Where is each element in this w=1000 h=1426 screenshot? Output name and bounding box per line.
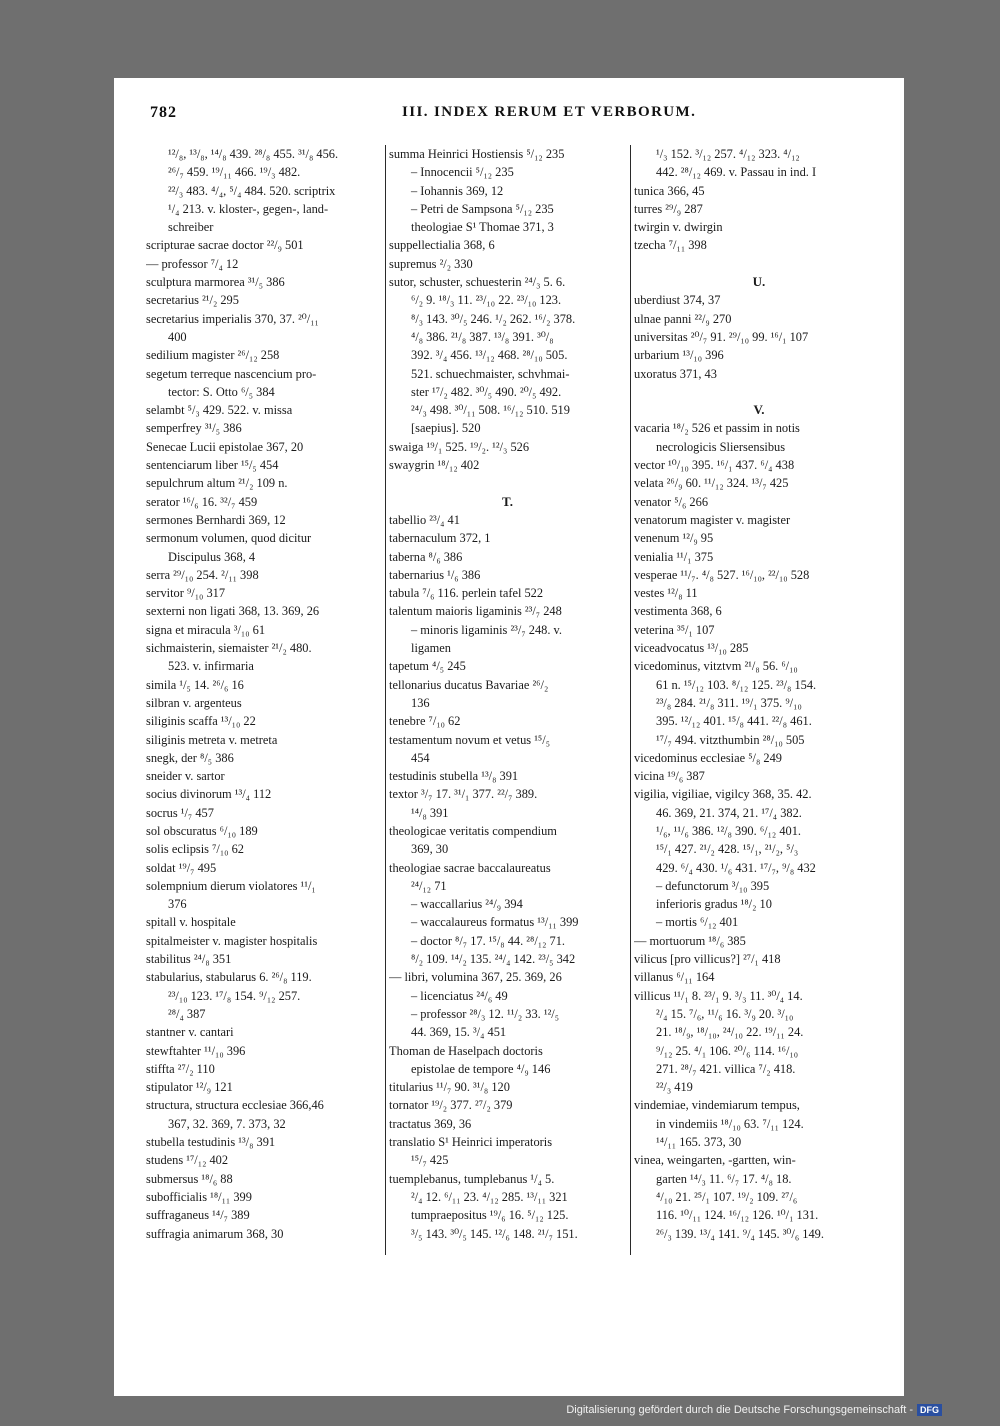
- index-column-2: [389, 145, 626, 1243]
- index-entry-line: signa et miracula ³/₁₀ 61: [146, 622, 266, 637]
- index-entry-line: suffragia animarum 368, 30: [146, 1226, 284, 1241]
- index-entry-line: selambt ⁵/₃ 429. 522. v. missa: [146, 403, 293, 418]
- index-entry-line: ster ¹⁷/₂ 482. ³⁰/₅ 490. ²⁰/₅ 492.: [411, 384, 562, 399]
- index-entry-line: snegk, der ⁸/₅ 386: [146, 750, 234, 765]
- index-entry-line: secretarius ²¹/₂ 295: [146, 293, 239, 308]
- index-entry-line: – mortis ⁶/₁₂ 401: [656, 915, 739, 930]
- index-entry-line: scripturae sacrae doctor ²²/₉ 501: [146, 238, 304, 253]
- index-entry-line: ²²/₃ 483. ⁴/₄, ⁵/₄ 484. 520. scriptrix: [168, 183, 336, 198]
- index-entry-line: ²³/₁₀ 123. ¹⁷/₈ 154. ⁹/₁₂ 257.: [168, 988, 301, 1003]
- index-entry-line: tumpraepositus ¹⁹/₆ 16. ⁵/₁₂ 125.: [411, 1208, 569, 1223]
- index-entry-line: sichmaisterin, siemaister ²¹/₂ 480.: [146, 641, 312, 656]
- index-entry-line: stewftahter ¹¹/₁₀ 396: [146, 1043, 246, 1058]
- index-entry-line: swaygrin ¹⁸/₁₂ 402: [389, 458, 480, 473]
- index-entry-line: sermonum volumen, quod dicitur: [146, 531, 312, 546]
- footer-credit: [566, 1404, 942, 1416]
- index-entry-line: solempnium dierum violatores ¹¹/₁: [146, 878, 316, 893]
- column-rule: [630, 145, 631, 1255]
- index-entry-line: schreiber: [168, 220, 214, 235]
- index-entry-line: ²⁶/₇ 459. ¹⁹/₁₁ 466. ¹⁹/₃ 482.: [168, 165, 301, 180]
- column-rule: [385, 145, 386, 1255]
- index-entry-line: secretarius imperialis 370, 37. ²⁰/₁₁: [146, 311, 319, 326]
- index-entry-line: 136: [411, 695, 430, 710]
- index-entry-line: spitalmeister v. magister hospitalis: [146, 933, 318, 948]
- index-entry-line: — mortuorum ¹⁸/₆ 385: [634, 933, 746, 948]
- index-entry-line: tabernarius ¹/₆ 386: [389, 567, 481, 582]
- index-entry-line: tapetum ⁴/₅ 245: [389, 659, 466, 674]
- spacer: [634, 383, 884, 401]
- index-entry-line: ²⁴/₁₂ 71: [411, 878, 447, 893]
- index-entry-line: studens ¹⁷/₁₂ 402: [146, 1153, 229, 1168]
- index-entry-line: 454: [411, 750, 430, 765]
- index-entry-line: sculptura marmorea ³¹/₅ 386: [146, 275, 285, 290]
- index-entry-line: viceadvocatus ¹³/₁₀ 285: [634, 641, 749, 656]
- index-entry-line: talentum maioris ligaminis ²³/₇ 248: [389, 604, 562, 619]
- index-entry-line: sutor, schuster, schuesterin ²⁴/₃ 5. 6.: [389, 275, 566, 290]
- index-entry-line: taberna ⁸/₆ 386: [389, 549, 463, 564]
- index-entry-line: vigilia, vigiliae, vigilcy 368, 35. 42.: [634, 787, 812, 802]
- index-entry-line: 271. ²⁸/₇ 421. villica ⁷/₂ 418.: [656, 1061, 796, 1076]
- running-head: III. INDEX RERUM ET VERBORUM.: [402, 104, 697, 120]
- index-entry-line: 61 n. ¹⁵/₁₂ 103. ⁸/₁₂ 125. ²³/₈ 154.: [656, 677, 817, 692]
- index-entry-line: tunica 366, 45: [634, 183, 705, 198]
- index-entry-line: vicina ¹⁹/₆ 387: [634, 769, 705, 784]
- index-entry-line: titularius ¹¹/₇ 90. ³¹/₈ 120: [389, 1080, 510, 1095]
- index-entry-line: 523. v. infirmaria: [168, 659, 254, 674]
- index-entry-line: siliginis scaffa ¹³/₁₀ 22: [146, 714, 256, 729]
- index-entry-line: stantner v. cantari: [146, 1025, 234, 1040]
- index-entry-line: Thoman de Haselpach doctoris: [389, 1043, 543, 1058]
- index-entry-line: Discipulus 368, 4: [168, 549, 256, 564]
- index-entry-line: sexterni non ligati 368, 13. 369, 26: [146, 604, 320, 619]
- index-entry-line: venialia ¹¹/₁ 375: [634, 549, 714, 564]
- index-entry-line: urbarium ¹³/₁₀ 396: [634, 348, 724, 363]
- index-entry-line: tabula ⁷/₆ 116. perlein tafel 522: [389, 586, 544, 601]
- index-entry-line: ⁶/₂ 9. ¹⁸/₃ 11. ²³/₁₀ 22. ²³/₁₀ 123.: [411, 293, 562, 308]
- index-entry-line: ¹⁵/₁ 427. ²¹/₂ 428. ¹⁵/₁, ²¹/₂, ⁵/₃: [656, 842, 799, 857]
- index-entry-line: stiffta ²⁷/₂ 110: [146, 1061, 215, 1076]
- index-entry-line: vacaria ¹⁸/₂ 526 et passim in notis: [634, 421, 800, 436]
- index-entry-line: venator ⁵/₆ 266: [634, 494, 709, 509]
- index-entry-line: serra ²⁹/₁₀ 254. ²/₁₁ 398: [146, 567, 259, 582]
- index-entry-line: 21. ¹⁸/₉, ¹⁸/₁₀, ²⁴/₁₀ 22. ¹⁹/₁₁ 24.: [656, 1025, 804, 1040]
- index-entry-line: 429. ⁶/₄ 430. ¹/₆ 431. ¹⁷/₇, ⁹/₈ 432: [656, 860, 816, 875]
- index-entry-line: 521. schuechmaister, schvhmai-: [411, 366, 570, 381]
- index-entry-line: ²⁶/₃ 139. ¹³/₄ 141. ⁹/₄ 145. ³⁰/₆ 149.: [656, 1226, 824, 1241]
- index-entry-line: submersus ¹⁸/₆ 88: [146, 1171, 233, 1186]
- index-entry-line: tenebre ⁷/₁₀ 62: [389, 714, 461, 729]
- index-entry-line: vestimenta 368, 6: [634, 604, 722, 619]
- index-entry-line: – Iohannis 369, 12: [411, 183, 504, 198]
- index-entry-line: textor ³/₇ 17. ³¹/₁ 377. ²²/₇ 389.: [389, 787, 538, 802]
- index-entry-line: ¹/₃ 152. ³/₁₂ 257. ⁴/₁₂ 323. ⁴/₁₂: [656, 147, 800, 161]
- index-column-3: [634, 145, 884, 1243]
- index-entry-line: necrologicis Sliersensibus: [656, 439, 786, 454]
- index-entry-line: 369, 30: [411, 842, 449, 857]
- index-entry-line: 44. 369, 15. ³/₄ 451: [411, 1025, 507, 1040]
- index-entry-line: – doctor ⁸/₇ 17. ¹⁵/₈ 44. ²⁸/₁₂ 71.: [411, 933, 565, 948]
- index-entry-line: 46. 369, 21. 374, 21. ¹⁷/₄ 382.: [656, 805, 802, 820]
- funding-note: Digitalisierung gefördert durch die Deutsche Forschungsgemeinschaft -: [566, 1403, 913, 1416]
- index-entry-line: villicus ¹¹/₁ 8. ²³/₁ 9. ³/₃ 11. ³⁰/₄ 14.: [634, 988, 803, 1003]
- index-entry-line: – waccallarius ²⁴/₉ 394: [411, 897, 523, 912]
- index-entry-line: venatorum magister v. magister: [634, 512, 791, 527]
- index-entry-line: sepulchrum altum ²¹/₂ 109 n.: [146, 476, 288, 491]
- index-entry-line: 395. ¹²/₁₂ 401. ¹⁵/₈ 441. ²²/₈ 461.: [656, 714, 812, 729]
- index-entry-line: – professor ²⁸/₃ 12. ¹¹/₂ 33. ¹²/₅: [411, 1006, 560, 1021]
- page-number: 782: [150, 104, 177, 121]
- dfg-logo: DFG: [917, 1404, 942, 1416]
- index-entry-line: 116. ¹⁰/₁₁ 124. ¹⁶/₁₂ 126. ¹⁰/₁ 131.: [656, 1208, 819, 1223]
- index-entry-line: – Innocencii ⁵/₁₂ 235: [411, 165, 514, 180]
- index-entry-line: testudinis stubella ¹³/₈ 391: [389, 769, 519, 784]
- index-entry-line: turres ²⁹/₉ 287: [634, 201, 703, 216]
- index-entry-line: vicedominus, vitztvm ²¹/₈ 56. ⁶/₁₀: [634, 659, 798, 674]
- index-entry-line: sermones Bernhardi 369, 12: [146, 512, 286, 527]
- index-entry-line: ⁹/₁₂ 25. ⁴/₁ 106. ²⁰/₆ 114. ¹⁶/₁₀: [656, 1043, 799, 1058]
- index-entry-line: testamentum novum et vetus ¹⁵/₅: [389, 732, 551, 747]
- index-entry-line: 392. ³/₄ 456. ¹³/₁₂ 468. ²⁸/₁₀ 505.: [411, 348, 568, 363]
- index-entry-line: ¹⁷/₇ 494. vitzthumbin ²⁸/₁₀ 505: [656, 732, 805, 747]
- index-entry-line: ¹⁴/₈ 391: [411, 805, 449, 820]
- spacer: [389, 474, 626, 492]
- index-entry-line: ³/₅ 143. ³⁰/₅ 145. ¹²/₆ 148. ²¹/₇ 151.: [411, 1226, 578, 1241]
- index-entry-line: suppellectialia 368, 6: [389, 238, 495, 253]
- index-entry-line: in vindemiis ¹⁸/₁₀ 63. ⁷/₁₁ 124.: [656, 1116, 804, 1131]
- index-entry-line: theologiae sacrae baccalaureatus: [389, 860, 551, 875]
- index-entry-line: uxoratus 371, 43: [634, 366, 717, 381]
- index-entry-line: ⁸/₃ 143. ³⁰/₅ 246. ¹/₂ 262. ¹⁶/₂ 378.: [411, 311, 576, 326]
- index-entry-line: summa Heinrici Hostiensis ⁵/₁₂ 235: [389, 147, 565, 161]
- index-entry-line: structura, structura ecclesiae 366,46: [146, 1098, 324, 1113]
- index-column-1: [146, 145, 382, 1243]
- section-letter: T.: [502, 493, 513, 509]
- index-entry-line: Senecae Lucii epistolae 367, 20: [146, 439, 304, 454]
- index-entry-line: solis eclipsis ⁷/₁₀ 62: [146, 842, 244, 857]
- index-entry-line: velata ²⁶/₉ 60. ¹¹/₁₂ 324. ¹³/₇ 425: [634, 476, 789, 491]
- index-entry-line: tornator ¹⁹/₂ 377. ²⁷/₂ 379: [389, 1098, 513, 1113]
- index-entry-line: sol obscuratus ⁶/₁₀ 189: [146, 823, 258, 838]
- index-entry-line: – minoris ligaminis ²³/₇ 248. v.: [411, 622, 563, 637]
- index-entry-line: translatio S¹ Heinrici imperatoris: [389, 1135, 553, 1150]
- index-entry-line: – licenciatus ²⁴/₆ 49: [411, 988, 508, 1003]
- index-entry-line: tzecha ⁷/₁₁ 398: [634, 238, 707, 253]
- index-entry-line: villanus ⁶/₁₁ 164: [634, 970, 715, 985]
- index-entry-line: 442. ²⁸/₁₂ 469. v. Passau in ind. I: [656, 165, 817, 180]
- page-header: [150, 104, 700, 128]
- index-entry-line: ²⁸/₄ 387: [168, 1006, 206, 1021]
- index-entry-line: soldat ¹⁹/₇ 495: [146, 860, 217, 875]
- index-entry-line: vesperae ¹¹/₇. ⁴/₈ 527. ¹⁶/₁₀, ²²/₁₀ 528: [634, 567, 810, 582]
- index-entry-line: subofficialis ¹⁸/₁₁ 399: [146, 1189, 252, 1204]
- index-entry-line: stabilitus ²⁴/₈ 351: [146, 952, 232, 967]
- index-entry-line: – Petri de Sampsona ⁵/₁₂ 235: [411, 201, 554, 216]
- index-entry-line: ²³/₈ 284. ²¹/₈ 311. ¹⁹/₁ 375. ⁹/₁₀: [656, 695, 802, 710]
- scanned-page: [114, 78, 904, 1396]
- index-entry-line: ²⁴/₃ 498. ³⁰/₁₁ 508. ¹⁶/₁₂ 510. 519: [411, 403, 570, 418]
- index-entry-line: 376: [168, 897, 187, 912]
- index-entry-line: socius divinorum ¹³/₄ 112: [146, 787, 272, 802]
- index-entry-line: — professor ⁷/₄ 12: [146, 256, 239, 271]
- index-entry-line: socrus ¹/₇ 457: [146, 805, 214, 820]
- index-entry-line: ²/₄ 15. ⁷/₆, ¹¹/₆ 16. ³/₉ 20. ³/₁₀: [656, 1006, 794, 1021]
- index-entry-line: supremus ²/₂ 330: [389, 256, 473, 271]
- index-entry-line: simila ¹/₅ 14. ²⁶/₆ 16: [146, 677, 244, 692]
- index-entry-line: inferioris gradus ¹⁸/₂ 10: [656, 897, 772, 912]
- index-entry-line: vicedominus ecclesiae ⁵/₈ 249: [634, 750, 782, 765]
- index-entry-line: uberdiust 374, 37: [634, 293, 721, 308]
- index-entry-line: theologiae S¹ Thomae 371, 3: [411, 220, 554, 235]
- index-entry-line: – defunctorum ³/₁₀ 395: [656, 878, 770, 893]
- section-letter: V.: [753, 402, 765, 418]
- section-letter: U.: [752, 274, 766, 290]
- index-entry-line: tellonarius ducatus Bavariae ²⁶/₂: [389, 677, 549, 692]
- index-entry-line: spitall v. hospitale: [146, 915, 236, 930]
- index-entry-line: ¹²/₈, ¹³/₈, ¹⁴/₈ 439. ²⁸/₈ 455. ³¹/₈ 456.: [168, 147, 339, 161]
- index-entry-line: – waccalaureus formatus ¹³/₁₁ 399: [411, 915, 579, 930]
- index-entry-line: ⁴/₈ 386. ²¹/₈ 387. ¹³/₈ 391. ³⁰/₈: [411, 329, 554, 344]
- index-entry-line: tractatus 369, 36: [389, 1116, 472, 1131]
- index-entry-line: tabellio ²³/₄ 41: [389, 512, 460, 527]
- index-entry-line: epistolae de tempore ⁴/₉ 146: [411, 1061, 551, 1076]
- index-entry-line: stipulator ¹²/₉ 121: [146, 1080, 233, 1095]
- index-entry-line: ¹⁴/₁₁ 165. 373, 30: [656, 1135, 742, 1150]
- index-entry-line: stubella testudinis ¹³/₈ 391: [146, 1135, 276, 1150]
- index-entry-line: vector ¹⁰/₁₀ 395. ¹⁶/₁ 437. ⁶/₄ 438: [634, 458, 795, 473]
- index-entry-line: tuemplebanus, tumplebanus ¹/₄ 5.: [389, 1171, 555, 1186]
- index-entry-line: ulnae panni ²²/₉ 270: [634, 311, 732, 326]
- index-entry-line: suffraganeus ¹⁴/₇ 389: [146, 1208, 250, 1223]
- index-entry-line: [saepius]. 520: [411, 421, 481, 436]
- index-entry-line: ¹/₄ 213. v. kloster-, gegen-, land-: [168, 201, 329, 216]
- index-entry-line: 400: [168, 329, 187, 344]
- index-entry-line: serator ¹⁶/₆ 16. ³²/₇ 459: [146, 494, 258, 509]
- index-entry-line: — libri, volumina 367, 25. 369, 26: [389, 970, 562, 985]
- index-entry-line: servitor ⁹/₁₀ 317: [146, 586, 226, 601]
- index-entry-line: sedilium magister ²⁶/₁₂ 258: [146, 348, 280, 363]
- index-entry-line: twirgin v. dwirgin: [634, 220, 723, 235]
- index-entry-line: vestes ¹²/₈ 11: [634, 586, 698, 601]
- index-entry-line: ⁸/₂ 109. ¹⁴/₂ 135. ²⁴/₄ 142. ²³/₅ 342: [411, 952, 576, 967]
- index-entry-line: garten ¹⁴/₃ 11. ⁶/₇ 17. ⁴/₈ 18.: [656, 1171, 792, 1186]
- index-entry-line: silbran v. argenteus: [146, 695, 242, 710]
- index-entry-line: ²/₄ 12. ⁶/₁₁ 23. ⁴/₁₂ 285. ¹³/₁₁ 321: [411, 1189, 568, 1204]
- index-entry-line: vindemiae, vindemiarum tempus,: [634, 1098, 800, 1113]
- index-entry-line: vinea, weingarten, -gartten, win-: [634, 1153, 796, 1168]
- index-entry-line: tector: S. Otto ⁶/₅ 384: [168, 384, 275, 399]
- index-entry-line: semperfrey ³¹/₅ 386: [146, 421, 242, 436]
- index-entry-line: stabularius, stabularus 6. ²⁶/₈ 119.: [146, 970, 312, 985]
- index-entry-line: siliginis metreta v. metreta: [146, 732, 278, 747]
- spacer: [634, 255, 884, 273]
- index-entry-line: ligamen: [411, 641, 451, 656]
- index-entry-line: ⁴/₁₀ 21. ²⁵/₁ 107. ¹⁹/₂ 109. ²⁷/₆: [656, 1189, 798, 1204]
- index-entry-line: universitas ²⁰/₇ 91. ²⁹/₁₀ 99. ¹⁶/₁ 107: [634, 329, 809, 344]
- index-entry-line: sneider v. sartor: [146, 769, 225, 784]
- index-entry-line: veterina ³⁵/₁ 107: [634, 622, 715, 637]
- index-entry-line: venenum ¹²/₉ 95: [634, 531, 714, 546]
- index-entry-line: ²²/₃ 419: [656, 1080, 693, 1095]
- index-entry-line: 367, 32. 369, 7. 373, 32: [168, 1116, 286, 1131]
- index-entry-line: sentenciarum liber ¹⁵/₅ 454: [146, 458, 279, 473]
- index-entry-line: ¹/₆, ¹¹/₆ 386. ¹²/₈ 390. ⁶/₁₂ 401.: [656, 823, 801, 838]
- index-entry-line: ¹⁵/₇ 425: [411, 1153, 449, 1168]
- index-entry-line: vilicus [pro villicus?] ²⁷/₁ 418: [634, 952, 781, 967]
- index-entry-line: segetum terreque nascencium pro-: [146, 366, 317, 381]
- index-entry-line: theologicae veritatis compendium: [389, 823, 557, 838]
- index-entry-line: swaiga ¹⁹/₁ 525. ¹⁹/₂. ¹²/₃ 526: [389, 439, 530, 454]
- index-entry-line: tabernaculum 372, 1: [389, 531, 491, 546]
